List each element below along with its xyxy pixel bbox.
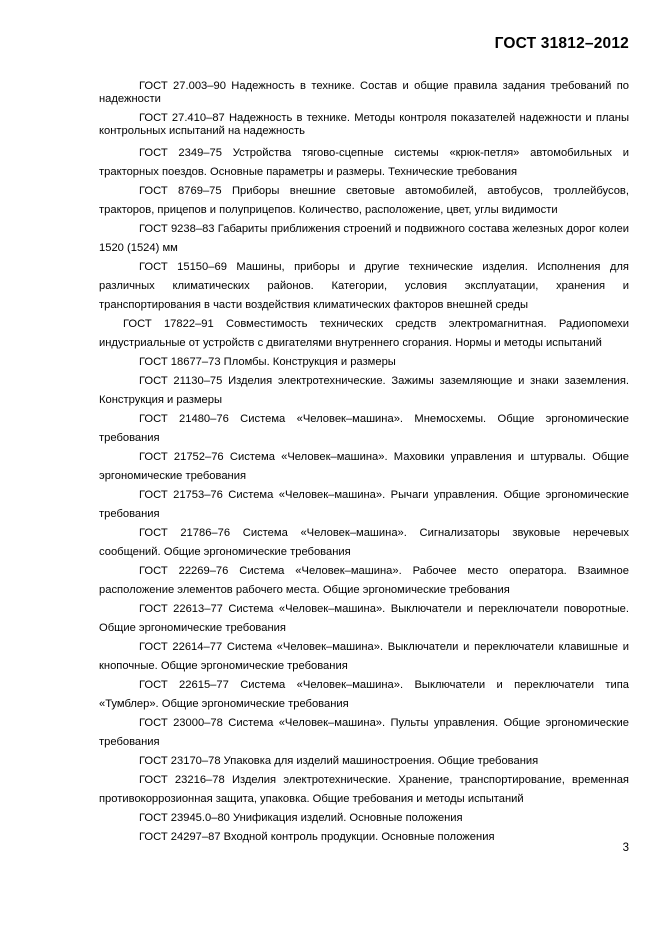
reference-entry: ГОСТ 22614–77 Система «Человек–машина». Выключатели и переключатели клавишные и кнопочные. Общие эргономические требования — [99, 641, 629, 672]
reference-entry: ГОСТ 23000–78 Система «Человек–машина». Пульты управления. Общие эргономические требования — [99, 717, 629, 748]
reference-entry: ГОСТ 2349–75 Устройства тягово-сцепные системы «крюк-петля» автомобильных и тракторных поездов. Основные параметры и размеры. Технические требования — [99, 147, 629, 178]
reference-entry: ГОСТ 21130–75 Изделия электротехнические. Зажимы заземляющие и знаки заземления. Конструкция и размеры — [99, 375, 629, 406]
reference-entry: ГОСТ 9238–83 Габариты приближения строений и подвижного состава железных дорог колеи 1520 (1524) мм — [99, 223, 629, 254]
reference-entry: ГОСТ 27.410–87 Надежность в технике. Методы контроля показателей надежности и планы контрольных испытаний на надежность — [99, 112, 629, 137]
reference-entry: ГОСТ 21753–76 Система «Человек–машина». Рычаги управления. Общие эргономические требования — [99, 489, 629, 520]
reference-entry: ГОСТ 18677–73 Пломбы. Конструкция и размеры — [139, 356, 396, 368]
reference-entry: ГОСТ 21480–76 Система «Человек–машина». Мнемосхемы. Общие эргономические требования — [99, 413, 629, 444]
reference-entry: ГОСТ 22615–77 Система «Человек–машина». Выключатели и переключатели типа «Тумблер». Общие эргономические требования — [99, 679, 629, 710]
reference-entry: ГОСТ 15150–69 Машины, приборы и другие технические изделия. Исполнения для различных климатических районов. Категории, условия эксплуатации, хранения и транспортирования в части воздействия климатических факторов внешней среды — [99, 261, 629, 311]
reference-entry: ГОСТ 23945.0–80 Унификация изделий. Основные положения — [139, 812, 463, 824]
normative-references-list — [99, 80, 629, 847]
reference-entry: ГОСТ 21752–76 Система «Человек–машина». Маховики управления и штурвалы. Общие эргономические требования — [99, 451, 629, 482]
reference-entry: ГОСТ 17822–91 Совместимость технических средств электромагнитная. Радиопомехи индустриальные от устройств с двигателями внутреннего сгорания. Нормы и методы испытаний — [99, 318, 629, 349]
reference-entry: ГОСТ 8769–75 Приборы внешние световые автомобилей, автобусов, троллейбусов, тракторов, прицепов и полуприцепов. Количество, расположение, цвет, углы видимости — [99, 185, 629, 216]
reference-entry: ГОСТ 23170–78 Упаковка для изделий машиностроения. Общие требования — [139, 755, 539, 767]
reference-entry: ГОСТ 23216–78 Изделия электротехнические. Хранение, транспортирование, временная противокоррозионная защита, упаковка. Общие требования и методы испытаний — [99, 774, 629, 805]
reference-entry: ГОСТ 21786–76 Система «Человек–машина». Сигнализаторы звуковые неречевых сообщений. Общие эргономические требования — [99, 527, 629, 558]
reference-entry: ГОСТ 22269–76 Система «Человек–машина». Рабочее место оператора. Взаимное расположение элементов рабочего места. Общие эргономические требования — [99, 565, 629, 596]
page-number: 3 — [622, 842, 629, 854]
reference-entry: ГОСТ 27.003–90 Надежность в технике. Состав и общие правила задания требований по надежности — [99, 80, 629, 105]
reference-entry: ГОСТ 24297–87 Входной контроль продукции. Основные положения — [139, 831, 495, 843]
document-header-id: ГОСТ 31812–2012 — [494, 35, 629, 52]
reference-entry: ГОСТ 22613–77 Система «Человек–машина». Выключатели и переключатели поворотные. Общие эргономические требования — [99, 603, 629, 634]
